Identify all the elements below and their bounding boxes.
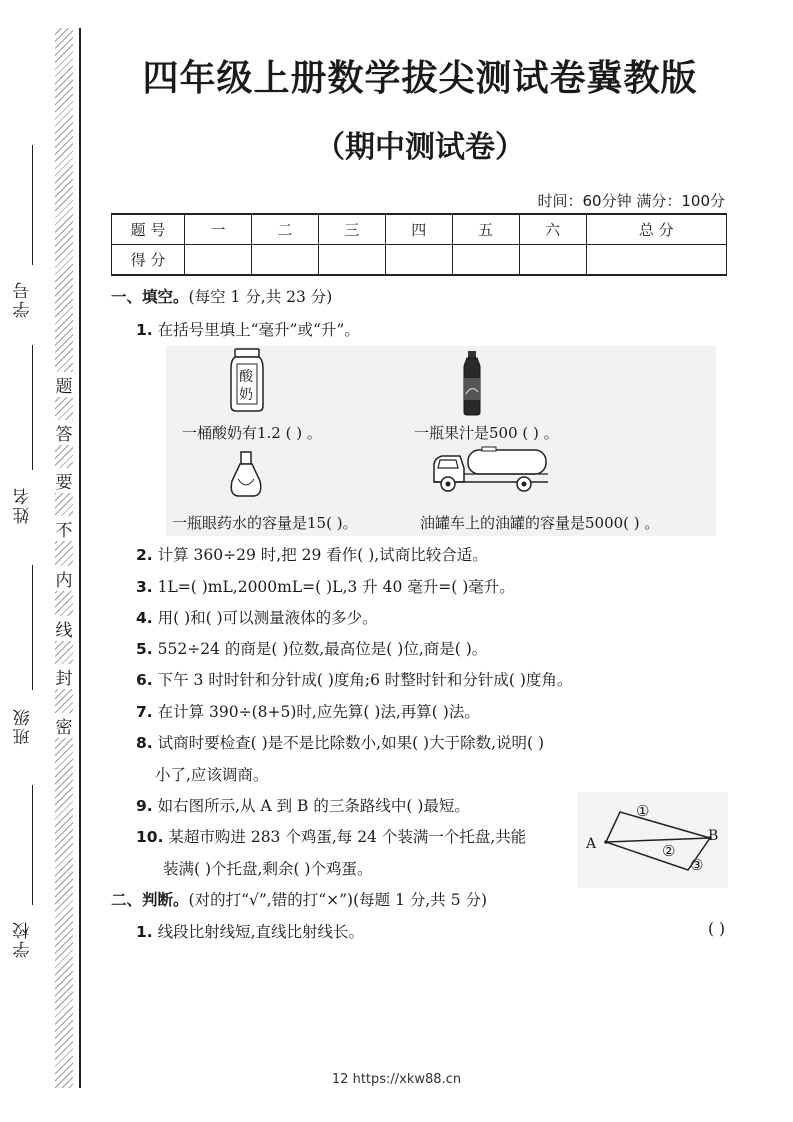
score-cell[interactable] xyxy=(251,245,318,276)
score-cell[interactable] xyxy=(452,245,519,276)
question-number: 8. xyxy=(136,734,153,752)
score-cell[interactable] xyxy=(185,245,252,276)
question-text: 线段比射线短,直线比射线长。 xyxy=(157,923,365,941)
score-table-score-row xyxy=(112,245,727,276)
page-title: 四年级上册数学拔尖测试卷冀教版 xyxy=(142,58,698,99)
section-2-heading xyxy=(111,888,487,910)
judgment-answer-bracket[interactable]: ( ) xyxy=(707,920,725,938)
question-10 xyxy=(136,825,526,847)
oil-tanker-truck-icon xyxy=(432,446,550,494)
class-line xyxy=(32,565,33,690)
score-header-cell: 六 xyxy=(519,214,586,245)
question-text: 在括号里填上“毫升”或“升”。 xyxy=(157,321,360,339)
question-text: 如右图所示,从 A 到 B 的三条路线中( )最短。 xyxy=(157,797,470,815)
question-number: 3. xyxy=(136,578,153,596)
section-1-note: (每空 1 分,共 23 分) xyxy=(188,288,333,306)
question-10-continued: 装满( )个托盘,剩余( )个鸡蛋。 xyxy=(163,860,373,878)
question-text: 在计算 390÷(8+5)时,应先算( )法,再算( )法。 xyxy=(157,703,480,721)
score-cell[interactable] xyxy=(586,245,726,276)
score-row-label: 得 分 xyxy=(112,245,185,276)
binding-strip xyxy=(0,0,90,1122)
question-3 xyxy=(136,575,515,597)
question-9 xyxy=(136,794,470,816)
question-8-continued: 小了,应该调商。 xyxy=(155,766,269,784)
question-text: 某超市购进 283 个鸡蛋,每 24 个装满一个托盘,共能 xyxy=(168,828,527,846)
binding-line xyxy=(79,28,81,1088)
section-2-title: 二、判断。 xyxy=(111,891,189,909)
score-header-cell: 五 xyxy=(452,214,519,245)
question-number: 1. xyxy=(136,321,153,339)
page-footer: 12 https://xkw88.cn xyxy=(331,1072,462,1087)
binding-hatch xyxy=(55,28,73,1088)
question-text: 试商时要检查( )是不是比除数小,如果( )大于除数,说明( ) xyxy=(157,734,545,752)
eye-drop-bottle-icon xyxy=(226,451,266,497)
question-number: 6. xyxy=(136,671,153,689)
seal-char: 题 xyxy=(54,372,74,397)
question-7 xyxy=(136,700,480,722)
route-1-label: ① xyxy=(636,802,650,820)
route-figure xyxy=(578,792,728,888)
point-a-label: A xyxy=(586,836,597,852)
question-text: 1L=( )mL,2000mL=( )L,3 升 40 毫升=( )毫升。 xyxy=(157,578,515,596)
score-header-cell: 三 xyxy=(318,214,385,245)
juice-bottle-icon xyxy=(460,350,484,416)
student-number-label: 学号 xyxy=(13,280,34,318)
question-text: 用( )和( )可以测量液体的多少。 xyxy=(157,609,378,627)
page-subtitle: （期中测试卷） xyxy=(315,130,525,165)
yogurt-label: 酸奶 xyxy=(239,369,253,403)
judgment-question-1 xyxy=(136,920,364,942)
time-info: 时间：60分钟 满分：100分 xyxy=(537,192,725,210)
question-1 xyxy=(136,318,360,340)
section-2-note: (对的打“√”,错的打“×”)(每题 1 分,共 5 分) xyxy=(188,891,488,909)
score-header-cell: 四 xyxy=(385,214,452,245)
question-number: 4. xyxy=(136,609,153,627)
q1-item-eye-drops: 一瓶眼药水的容量是15( )。 xyxy=(172,514,358,532)
question-number: 10. xyxy=(136,828,164,846)
student-number-line xyxy=(32,145,33,265)
seal-char: 封 xyxy=(54,664,74,689)
question-text: 552÷24 的商是( )位数,最高位是( )位,商是( )。 xyxy=(157,640,488,658)
seal-char: 内 xyxy=(54,566,74,591)
question-4 xyxy=(136,606,378,628)
question-number: 7. xyxy=(136,703,153,721)
score-header-cell: 题 号 xyxy=(112,214,185,245)
score-cell[interactable] xyxy=(385,245,452,276)
question-2 xyxy=(136,543,488,565)
score-cell[interactable] xyxy=(318,245,385,276)
section-1-heading xyxy=(111,285,332,307)
score-table-header-row xyxy=(112,214,727,245)
score-table xyxy=(111,213,727,276)
seal-char: 答 xyxy=(54,420,74,445)
q1-item-juice: 一瓶果汁是500 ( ) 。 xyxy=(414,424,559,442)
name-line xyxy=(32,345,33,470)
seal-char: 线 xyxy=(54,616,74,641)
seal-char: 密 xyxy=(54,713,74,738)
question-text: 计算 360÷29 时,把 29 看作( ),试商比较合适。 xyxy=(157,546,488,564)
q1-item-oil-tanker: 油罐车上的油罐的容量是5000( ) 。 xyxy=(420,514,660,532)
question-number: 1. xyxy=(136,923,153,941)
seal-char: 要 xyxy=(54,468,74,493)
school-line xyxy=(32,785,33,905)
question-number: 9. xyxy=(136,797,153,815)
seal-char: 不 xyxy=(54,516,74,541)
route-2-label: ② xyxy=(662,842,676,860)
question-number: 2. xyxy=(136,546,153,564)
score-header-cell: 二 xyxy=(251,214,318,245)
point-b-label: B xyxy=(708,828,719,844)
section-1-title: 一、填空。 xyxy=(111,288,189,306)
q1-item-yogurt: 一桶酸奶有1.2 ( ) 。 xyxy=(182,424,322,442)
route-3-label: ③ xyxy=(690,856,704,874)
score-cell[interactable] xyxy=(519,245,586,276)
question-number: 5. xyxy=(136,640,153,658)
class-label: 班级 xyxy=(13,707,34,745)
question-1-picture-panel xyxy=(166,346,716,536)
question-text: 下午 3 时时针和分针成( )度角;6 时整时针和分针成( )度角。 xyxy=(157,671,573,689)
score-header-cell: 总 分 xyxy=(586,214,726,245)
question-6 xyxy=(136,668,572,690)
question-5 xyxy=(136,637,487,659)
school-label: 学校 xyxy=(13,920,34,958)
route-diagram xyxy=(578,792,728,888)
score-header-cell: 一 xyxy=(185,214,252,245)
question-8 xyxy=(136,731,544,753)
name-label: 姓名 xyxy=(13,486,34,524)
